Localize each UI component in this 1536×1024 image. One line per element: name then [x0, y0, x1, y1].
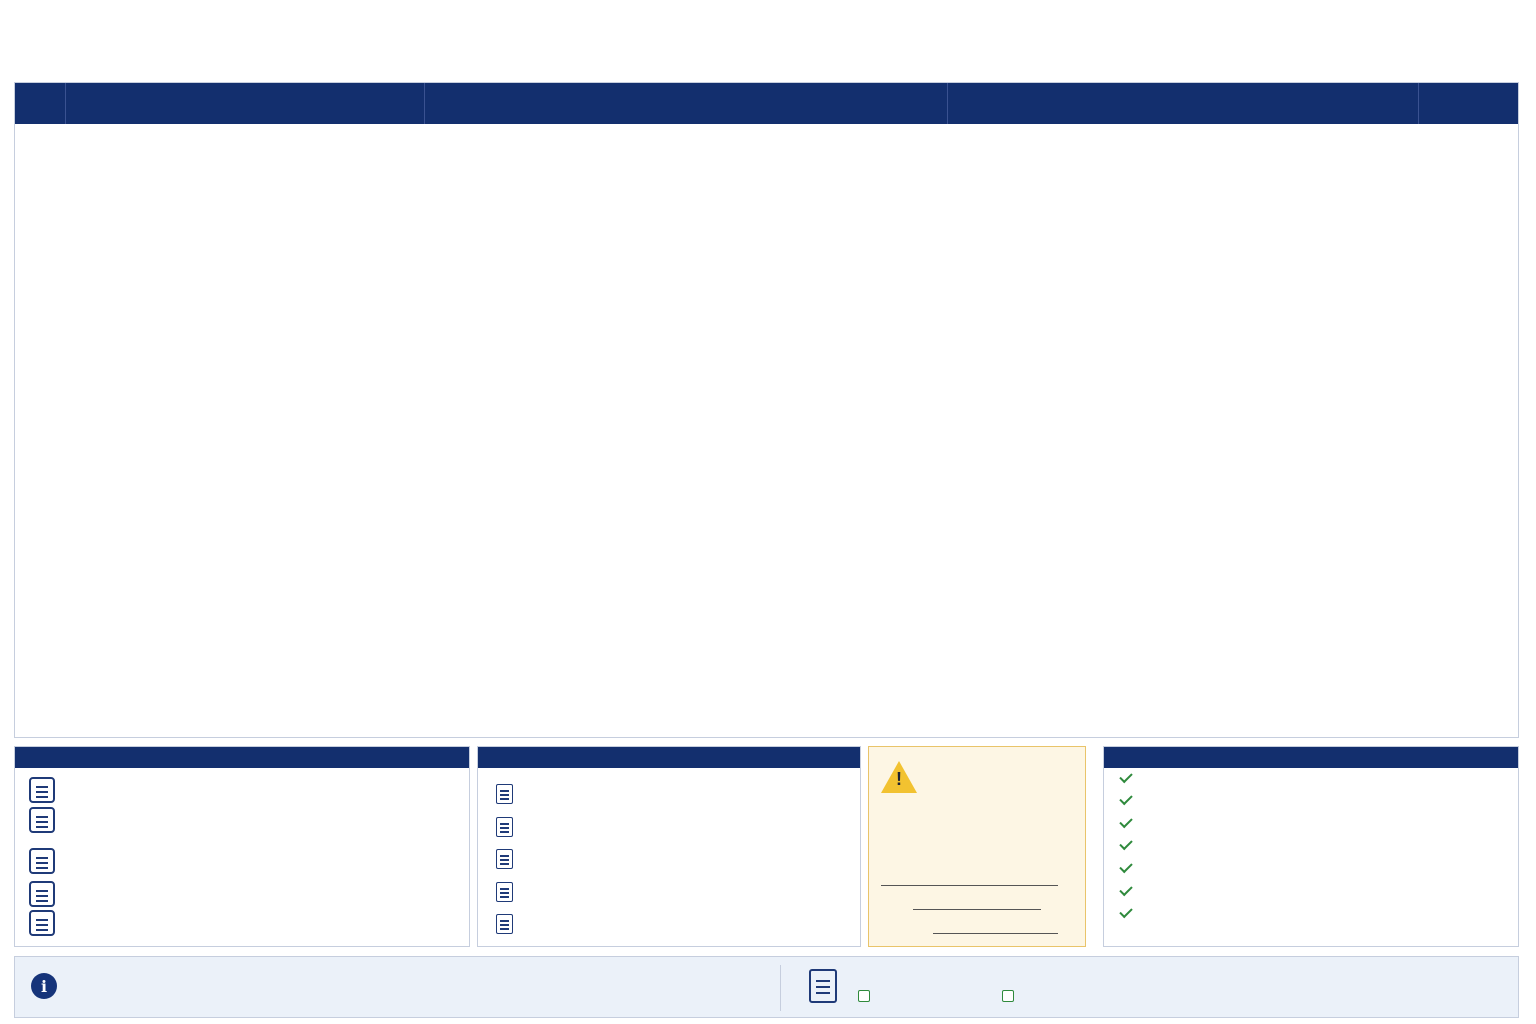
signature-field[interactable] [933, 933, 1058, 934]
norm-item [1120, 844, 1150, 847]
requirements-title [15, 747, 469, 768]
requirement-item [29, 910, 441, 936]
requirements-panel [14, 746, 470, 947]
column-num [15, 83, 66, 124]
norm-item [1120, 912, 1150, 915]
result-accepted-option[interactable] [858, 990, 879, 1002]
norm-item [1120, 890, 1150, 893]
journal-item [496, 817, 525, 837]
result-rejected-option[interactable] [1002, 990, 1023, 1002]
journal-icon [496, 849, 513, 869]
norm-item [1120, 822, 1150, 825]
stamp-icon [29, 848, 55, 874]
journal-item [496, 784, 525, 804]
column-example [948, 83, 1419, 124]
check-icon [1119, 792, 1132, 805]
requirement-item [29, 881, 461, 907]
journals-title [478, 747, 860, 768]
calendar-icon [29, 881, 55, 907]
journal-icon [496, 784, 513, 804]
journal-item [496, 882, 525, 902]
footer-bar [14, 956, 1519, 1018]
archive-icon [29, 910, 55, 936]
clipboard-icon [809, 969, 837, 1003]
column-docs [425, 83, 948, 124]
check-icon [1119, 860, 1132, 873]
check-icon [1119, 883, 1132, 896]
rejected-checkbox[interactable] [1002, 990, 1014, 1002]
checklist-icon [29, 777, 55, 803]
journal-item [496, 849, 525, 869]
norm-item [1120, 867, 1150, 870]
journals-panel [477, 746, 861, 947]
important-panel: ! [868, 746, 1086, 947]
column-mark [1419, 83, 1520, 124]
documents-table [14, 82, 1519, 738]
column-material [66, 83, 425, 124]
journal-icon [496, 882, 513, 902]
date-field[interactable] [913, 909, 1041, 910]
norms-panel [1103, 746, 1519, 947]
check-icon [1119, 815, 1132, 828]
footer-divider [780, 965, 781, 1011]
info-icon: i [31, 973, 57, 999]
norm-item [1120, 799, 1150, 802]
journal-item [496, 914, 525, 934]
journal-icon [496, 914, 513, 934]
document-search-icon [29, 807, 55, 833]
check-icon [1119, 837, 1132, 850]
check-icon [1119, 770, 1132, 783]
requirement-item [29, 807, 441, 833]
table-header [15, 83, 1518, 124]
accepted-checkbox[interactable] [858, 990, 870, 1002]
requirement-item [29, 848, 431, 874]
check-icon [1119, 905, 1132, 918]
norms-title [1104, 747, 1518, 768]
norm-item [1120, 777, 1150, 780]
requirement-item [29, 777, 461, 803]
responsible-field[interactable] [881, 885, 1058, 886]
journal-icon [496, 817, 513, 837]
